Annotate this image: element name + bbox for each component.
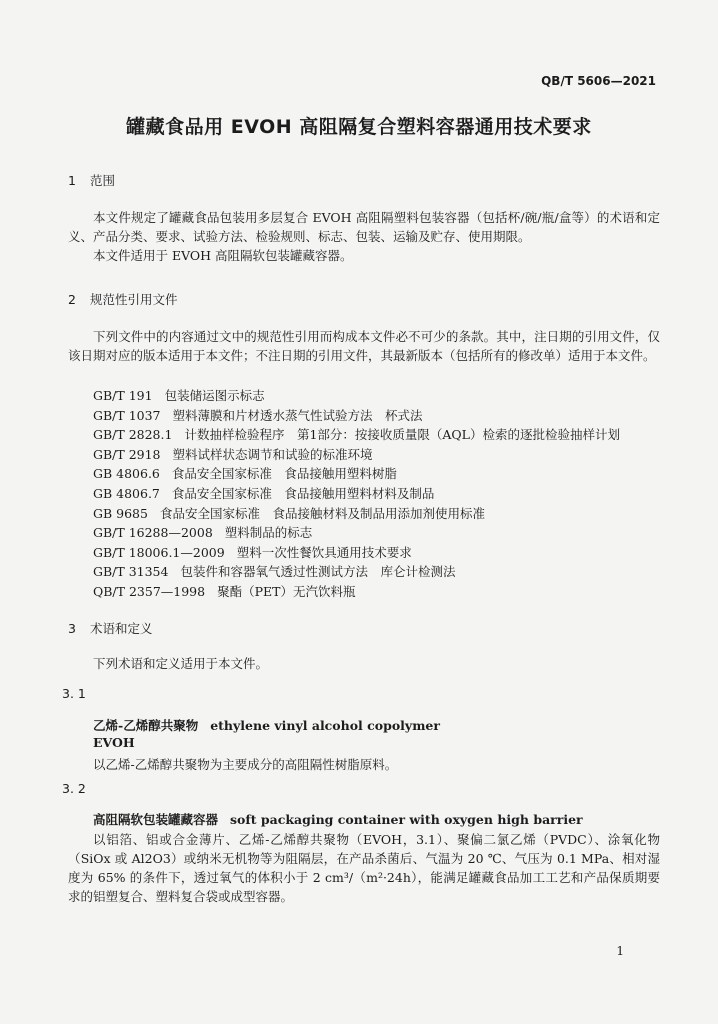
reference-title: 食品安全国家标准 食品接触材料及制品用添加剂使用标准: [159, 505, 485, 521]
reference-item: [93, 386, 620, 406]
reference-item: [93, 582, 620, 602]
reference-code: GB 4806.6: [93, 466, 160, 482]
section-1-paragraph-2: 本文件适用于 EVOH 高阻隔软包装罐藏容器。: [93, 248, 353, 263]
standard-number: QB/T 5606—2021: [541, 74, 656, 88]
section-1-paragraph-1: 本文件规定了罐藏食品包装用多层复合 EVOH 高阻隔塑料包装容器（包括杯/碗/瓶/盒等）的术语和定义、产品分类、要求、试验方法、检验规则、标志、包装、运输及贮存、使用期限。: [68, 210, 660, 244]
reference-item: [93, 484, 620, 504]
term-3-1-number: 3. 1: [62, 686, 86, 701]
term-chinese: 乙烯-乙烯醇共聚物: [93, 718, 199, 733]
term-english: soft packaging container with oxygen high barrier: [230, 812, 583, 827]
normative-reference-list: [93, 386, 620, 602]
term-3-2-definition: 以铝箔、铝或合金薄片、乙烯-乙烯醇共聚物（EVOH，3.1）、聚偏二氯乙烯（PVDC）、涂氧化物（SiOx 或 Al2O3）或纳米无机物等为阻隔层，在产品杀菌后、气温为 20 ℃、气压为 0.1 MPa、相对湿度为 65% 的条件下，透过氧气的体积小于 2 cm³/（m²·24h），能满足罐藏食品加工工艺和产品保质期要求的铝塑复合、塑料复合袋或成型容器。: [68, 832, 660, 904]
section-3-paragraph-1: 下列术语和定义适用于本文件。: [93, 656, 269, 671]
reference-item: [93, 543, 620, 563]
section-1-heading: [68, 171, 115, 189]
reference-code: GB 9685: [93, 505, 148, 521]
term-3-2-entry: [93, 810, 583, 828]
page-number: 1: [616, 944, 624, 958]
reference-title: 塑料薄膜和片材透水蒸气性试验方法 杯式法: [172, 407, 423, 423]
reference-title: 食品安全国家标准 食品接触用塑料树脂: [171, 466, 397, 482]
reference-title: 包装件和容器氧气透过性测试方法 库仑计检测法: [180, 564, 456, 580]
reference-code: GB/T 191: [93, 388, 153, 403]
reference-item: [93, 445, 620, 465]
term-3-1-abbreviation: EVOH: [93, 735, 135, 750]
section-title: 术语和定义: [90, 621, 153, 636]
section-title: 范围: [90, 173, 116, 188]
section-title: 规范性引用文件: [90, 292, 178, 307]
term-3-1-definition: 以乙烯-乙烯醇共聚物为主要成分的高阻隔性树脂原料。: [93, 757, 398, 772]
reference-code: GB 4806.7: [93, 485, 160, 501]
term-3-1-entry: [93, 716, 440, 734]
reference-title: 包装储运图示标志: [164, 388, 265, 403]
reference-title: 塑料一次性餐饮具通用技术要求: [236, 544, 412, 560]
reference-code: GB/T 16288—2008: [93, 525, 213, 541]
section-number: 2: [68, 292, 76, 307]
reference-item: [93, 504, 620, 524]
reference-title: 聚酯（PET）无汽饮料瓶: [217, 583, 356, 599]
reference-code: GB/T 2828.1: [93, 427, 173, 443]
reference-title: 塑料试样状态调节和试验的标准环境: [172, 446, 373, 462]
reference-item: [93, 425, 620, 445]
term-english: ethylene vinyl alcohol copolymer: [210, 718, 440, 733]
reference-code: GB/T 31354: [93, 564, 169, 580]
term-chinese: 高阻隔软包装罐藏容器: [93, 812, 219, 827]
reference-code: GB/T 18006.1—2009: [93, 544, 225, 560]
section-2-paragraph-1: 下列文件中的内容通过文中的规范性引用而构成本文件必不可少的条款。其中，注日期的引用文件，仅该日期对应的版本适用于本文件；不注日期的引用文件，其最新版本（包括所有的修改单）适用于本文件。: [68, 329, 660, 363]
reference-item: [93, 464, 620, 484]
reference-title: 塑料制品的标志: [224, 525, 313, 541]
reference-title: 食品安全国家标准 食品接触用塑料材料及制品: [171, 485, 435, 501]
section-3-heading: [68, 619, 153, 637]
section-2-heading: [68, 290, 178, 308]
reference-item: [93, 523, 620, 543]
reference-code: GB/T 1037: [93, 407, 161, 423]
reference-code: GB/T 2918: [93, 446, 161, 462]
reference-title: 计数抽样检验程序 第1部分：按接收质量限（AQL）检索的逐批检验抽样计划: [184, 427, 620, 443]
section-number: 3: [68, 621, 76, 636]
section-number: 1: [68, 173, 76, 188]
reference-item: [93, 406, 620, 426]
document-title: 罐藏食品用 EVOH 高阻隔复合塑料容器通用技术要求: [126, 116, 592, 138]
term-3-2-number: 3. 2: [62, 781, 86, 796]
reference-code: QB/T 2357—1998: [93, 583, 206, 599]
reference-item: [93, 562, 620, 582]
